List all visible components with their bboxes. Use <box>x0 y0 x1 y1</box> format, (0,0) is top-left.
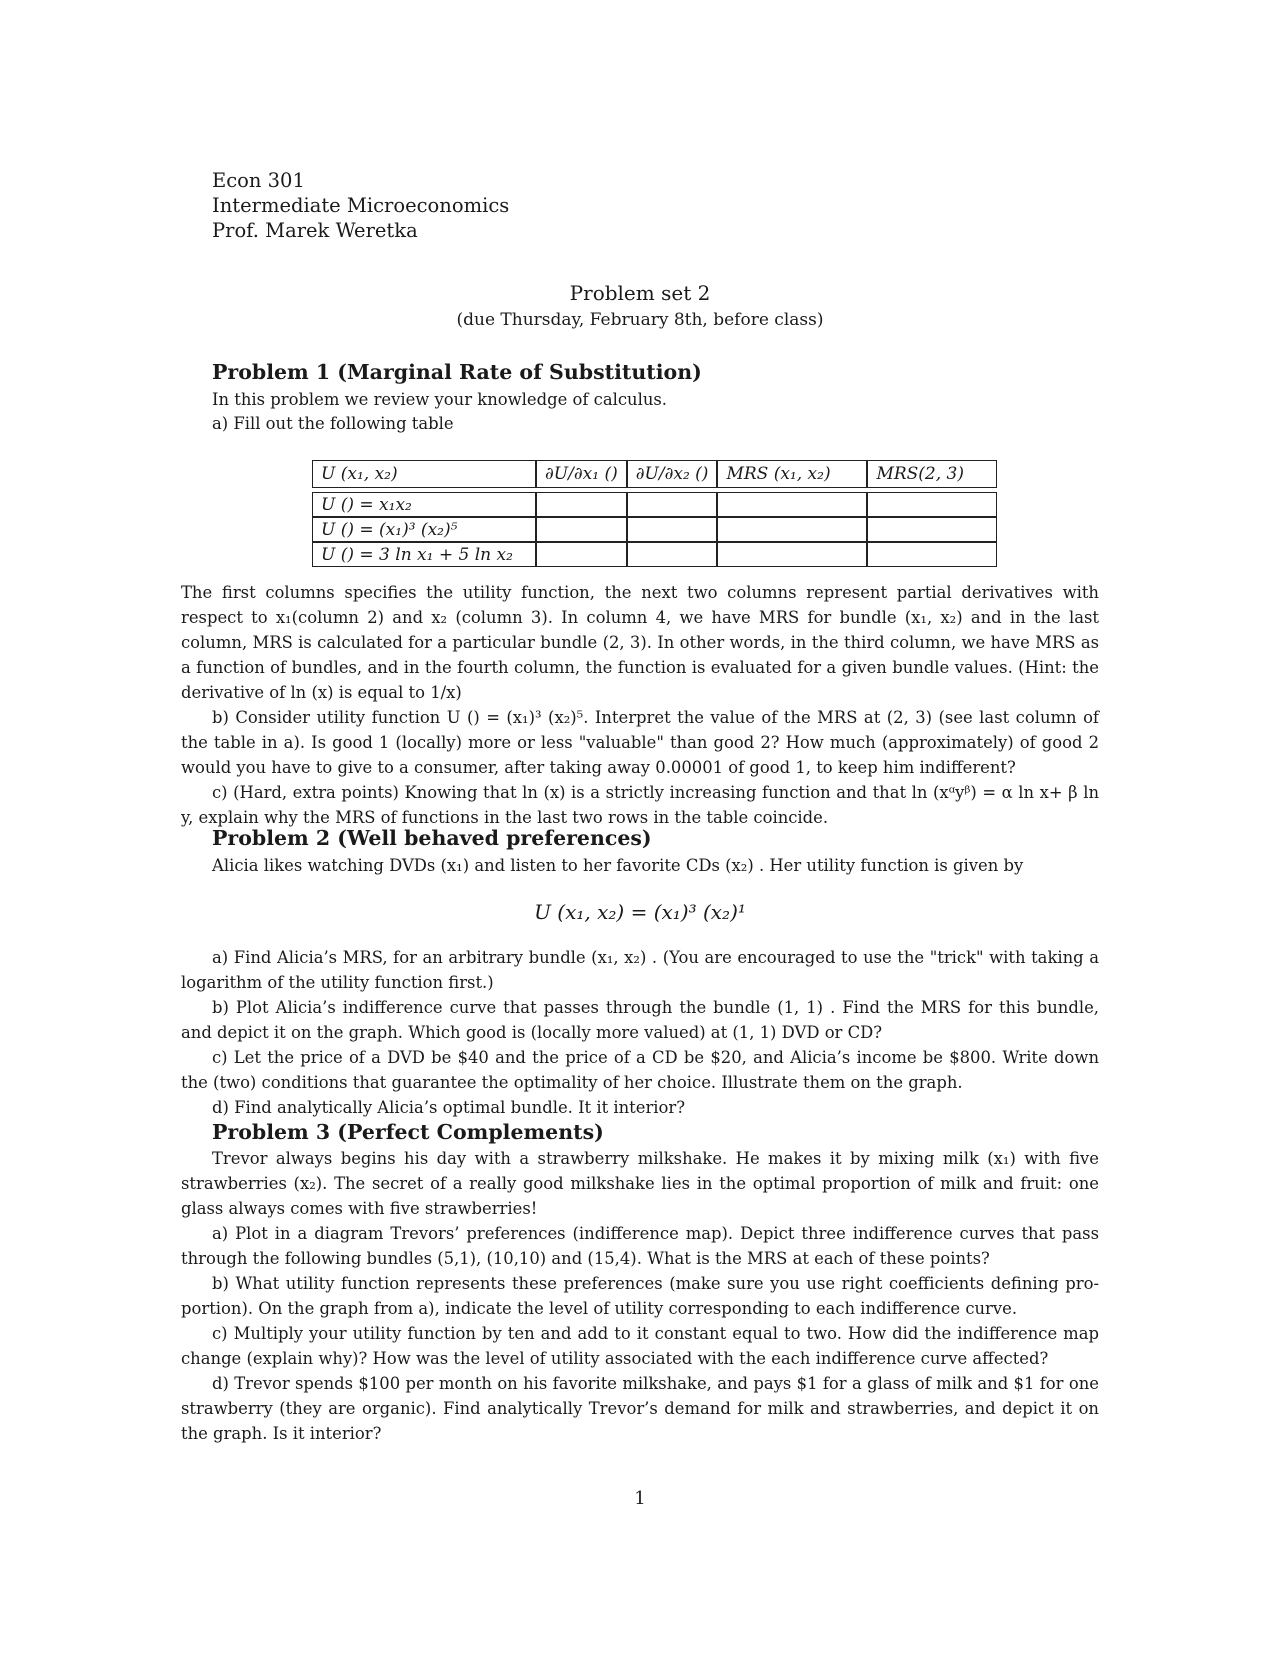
mrs-table-header-row <box>312 460 997 488</box>
mrs-table <box>312 460 997 567</box>
mrs-table-header-mrs-2-3: MRS(2, 3) <box>867 460 997 488</box>
page-number: 1 <box>634 1488 646 1509</box>
problem-2-heading: Problem 2 (Well behaved preferences) <box>212 826 652 850</box>
table-cell-empty <box>867 517 997 542</box>
problem-1-heading: Problem 1 (Marginal Rate of Substitution) <box>212 360 702 384</box>
problem-2-part-c: c) Let the price of a DVD be $40 and the price of a CD be $20, and Alicia’s income be $800. Write down the (two) conditions that guarantee the optimality of her choice. Illustrate them on the graph. <box>181 1048 1099 1093</box>
table-row <box>312 542 997 567</box>
table-cell-empty <box>717 492 867 517</box>
mrs-table-header-du-dx2: ∂U/∂x₂ () <box>627 460 718 488</box>
table-cell-utility: U () = x₁x₂ <box>312 492 536 517</box>
table-row <box>312 517 997 542</box>
mrs-table-header-utility: U (x₁, x₂) <box>312 460 536 488</box>
table-cell-empty <box>627 492 718 517</box>
table-cell-empty <box>867 542 997 567</box>
utility-equation: U (x₁, x₂) = (x₁)³ (x₂)¹ <box>534 900 746 924</box>
problem-3-part-d: d) Trevor spends $100 per month on his favorite milkshake, and pays $1 for a glass of milk and $1 for one strawberry (they are organic). Find analytically Trevor’s demand for milk and strawberries, and depict it on the graph. Is it interior? <box>181 1374 1099 1444</box>
mrs-table-header-du-dx1: ∂U/∂x₁ () <box>536 460 627 488</box>
problem-1-part-b: b) Consider utility function U () = (x₁)³ (x₂)⁵. Interpret the value of the MRS at (2, 3) (see last column of the table in a). Is good 1 (locally) more or less "valuable" than good 2? How much (approximately) of good 2 would you have to give to a consumer, after taking away 0.00001 of good 1, to keep him indifferent? <box>181 708 1099 778</box>
due-date: (due Thursday, February 8th, before class) <box>456 310 824 330</box>
mrs-table-header-mrs: MRS (x₁, x₂) <box>717 460 867 488</box>
problem-2-intro: Alicia likes watching DVDs (x₁) and listen to her favorite CDs (x₂) . Her utility function is given by <box>212 856 1024 875</box>
problem-3-part-c: c) Multiply your utility function by ten and add to it constant equal to two. How did the indifference map change (explain why)? How was the level of utility associated with the each indifference curve affected? <box>181 1324 1099 1369</box>
table-cell-empty <box>717 542 867 567</box>
problem-1-explanation: The first columns specifies the utility function, the next two columns represent partial derivatives with respect to x₁(column 2) and x₂ (column 3). In column 4, we have MRS for bundle (x₁, x₂) and in the last column, MRS is calculated for a particular bundle (2, 3). In other words, in the third column, we have MRS as a function of bundles, and in the fourth column, the function is evaluated for a given bundle values. (Hint: the derivative of ln (x) is equal to 1/x) <box>181 583 1099 703</box>
table-cell-utility: U () = (x₁)³ (x₂)⁵ <box>312 517 536 542</box>
problem-1-intro: In this problem we review your knowledge of calculus. <box>212 390 667 409</box>
course-code: Econ 301 <box>212 169 305 192</box>
table-cell-empty <box>627 517 718 542</box>
course-header <box>212 168 509 243</box>
course-title: Intermediate Microeconomics <box>212 194 510 217</box>
table-row <box>312 492 997 517</box>
problem-3-heading: Problem 3 (Perfect Complements) <box>212 1120 604 1144</box>
problem-3-part-b: b) What utility function represents these preferences (make sure you use right coefficients defining pro- portion). On the graph from a), indicate the level of utility corresponding to each indifference curve. <box>181 1274 1099 1319</box>
table-cell-empty <box>867 492 997 517</box>
table-cell-empty <box>536 492 627 517</box>
problem-2-part-b: b) Plot Alicia’s indifference curve that passes through the bundle (1, 1) . Find the MRS for this bundle, and depict it on the graph. Which good is (locally more valued) at (1, 1) DVD or CD? <box>181 998 1099 1043</box>
problem-2-part-d: d) Find analytically Alicia’s optimal bundle. It it interior? <box>212 1098 686 1117</box>
table-cell-empty <box>627 542 718 567</box>
table-cell-empty <box>536 542 627 567</box>
problem-set-title: Problem set 2 <box>569 281 711 305</box>
table-cell-empty <box>717 517 867 542</box>
problem-set-title-block <box>0 280 1280 332</box>
table-cell-empty <box>536 517 627 542</box>
problem-3-intro: Trevor always begins his day with a strawberry milkshake. He makes it by mixing milk (x₁) with five strawberries (x₂). The secret of a really good milkshake lies in the optimal proportion of milk and fruit: one glass always comes with five strawberries! <box>181 1149 1099 1219</box>
problem-3-part-a: a) Plot in a diagram Trevors’ preferences (indifference map). Depict three indifference curves that pass through the following bundles (5,1), (10,10) and (15,4). What is the MRS at each of these points? <box>181 1224 1099 1269</box>
problem-1-part-c: c) (Hard, extra points) Knowing that ln (x) is a strictly increasing function and that ln (xᵅyᵝ) = α ln x+ β ln y, explain why the MRS of functions in the last two rows in the table coincide. <box>181 783 1099 828</box>
problem-2-part-a: a) Find Alicia’s MRS, for an arbitrary bundle (x₁, x₂) . (You are encouraged to use the "trick" with taking a logarithm of the utility function first.) <box>181 948 1099 993</box>
table-cell-utility: U () = 3 ln x₁ + 5 ln x₂ <box>312 542 536 567</box>
professor-name: Prof. Marek Weretka <box>212 219 418 242</box>
problem-1-part-a: a) Fill out the following table <box>212 414 454 433</box>
